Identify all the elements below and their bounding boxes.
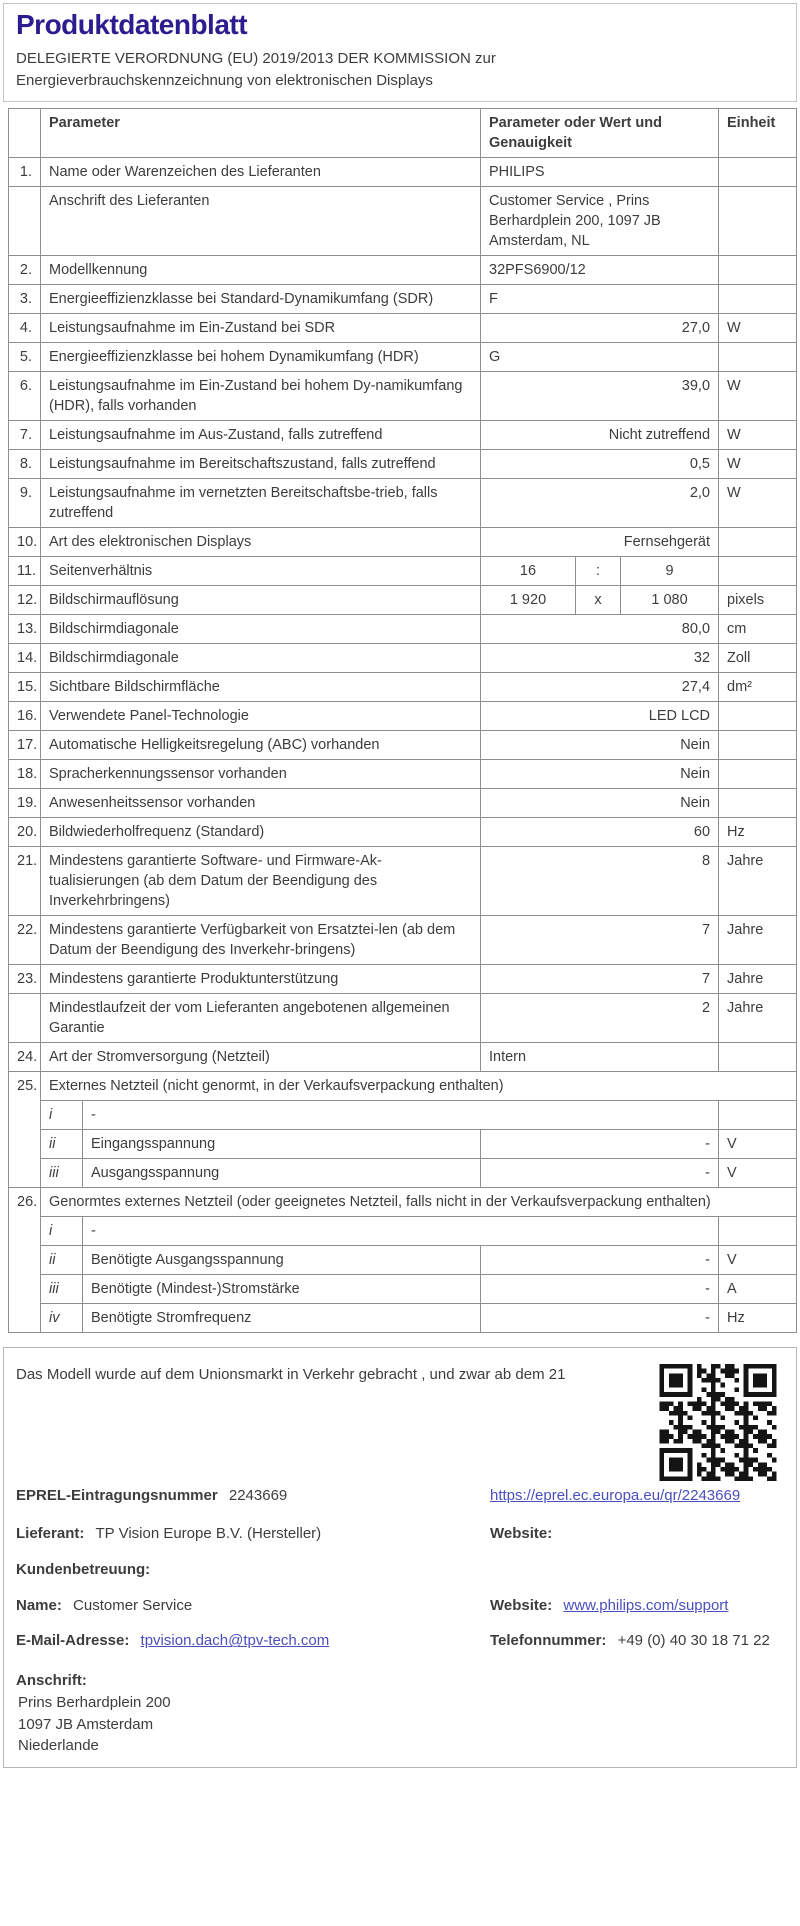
address-block: [16, 1670, 782, 1757]
address-label: Anschrift:: [16, 1672, 87, 1690]
unit-cell: [719, 788, 797, 817]
row-number-cell: 11.: [9, 556, 41, 585]
unit-cell: [719, 342, 797, 371]
table-row-group-header: [9, 1071, 797, 1100]
row-number-cell: 25.: [9, 1071, 41, 1187]
unit-cell: Jahre: [719, 993, 797, 1042]
table-row: [9, 478, 797, 527]
subtitle-line-2: Energieverbrauchskennzeichnung von elektronischen Displays: [16, 71, 433, 89]
parameter-cell: Spracherkennungssensor vorhanden: [41, 759, 481, 788]
parameter-cell: Bildschirmdiagonale: [41, 614, 481, 643]
unit-cell: [719, 1216, 797, 1245]
value-cell: -: [481, 1245, 719, 1274]
row-number-cell: [9, 993, 41, 1042]
value-cell: 60: [481, 817, 719, 846]
sub-index-cell: ii: [41, 1129, 83, 1158]
table-subrow: [9, 1158, 797, 1187]
parameter-cell: Eingangsspannung: [83, 1129, 481, 1158]
table-row: [9, 614, 797, 643]
address-line: 1097 JB Amsterdam: [18, 1715, 154, 1733]
value-cell: -: [481, 1274, 719, 1303]
row-number-cell: 10.: [9, 527, 41, 556]
header-number-cell: [9, 108, 41, 157]
parameter-cell: Name oder Warenzeichen des Lieferanten: [41, 157, 481, 186]
value-cell: Nein: [481, 788, 719, 817]
email-link[interactable]: tpvision.dach@tpv-tech.com: [140, 1632, 330, 1650]
eprel-row: [16, 1485, 782, 1507]
sub-index-cell: ii: [41, 1245, 83, 1274]
row-number-cell: 23.: [9, 964, 41, 993]
name-row: [16, 1595, 782, 1617]
sub-index-cell: iii: [41, 1158, 83, 1187]
supplier-label: Lieferant:: [16, 1525, 85, 1543]
value-cell: Nicht zutreffend: [481, 420, 719, 449]
support-website-link[interactable]: www.philips.com/support: [563, 1596, 729, 1614]
column-header-unit: Einheit: [719, 108, 797, 157]
value-cell: -: [481, 1303, 719, 1332]
row-number-cell: 21.: [9, 846, 41, 915]
parameter-cell: Bildwiederholfrequenz (Standard): [41, 817, 481, 846]
eprel-number: 2243669: [228, 1487, 288, 1505]
unit-cell: [719, 1042, 797, 1071]
supplier-row: [16, 1523, 782, 1545]
value-cell: 0,5: [481, 449, 719, 478]
parameter-cell: Art des elektronischen Displays: [41, 527, 481, 556]
unit-cell: W: [719, 420, 797, 449]
value-cell: F: [481, 284, 719, 313]
row-number-cell: [9, 186, 41, 255]
value-cell: Customer Service , Prins Berhardplein 200, 1097 JB Amsterdam, NL: [481, 186, 719, 255]
value-cell: Nein: [481, 759, 719, 788]
email-row: [16, 1630, 782, 1652]
table-row-resolution: [9, 585, 797, 614]
table-row: [9, 527, 797, 556]
table-row: [9, 817, 797, 846]
row-number-cell: 19.: [9, 788, 41, 817]
row-number-cell: 7.: [9, 420, 41, 449]
parameter-cell: Energieeffizienzklasse bei Standard-Dynamikumfang (SDR): [41, 284, 481, 313]
table-row: [9, 255, 797, 284]
parameter-cell: Benötigte Stromfrequenz: [83, 1303, 481, 1332]
value-cell: Nein: [481, 730, 719, 759]
sub-index-cell: i: [41, 1100, 83, 1129]
parameter-cell: Benötigte (Mindest-)Stromstärke: [83, 1274, 481, 1303]
unit-cell: [719, 186, 797, 255]
parameter-cell: Art der Stromversorgung (Netzteil): [41, 1042, 481, 1071]
website-label-1: Website:: [490, 1525, 553, 1543]
unit-cell: Hz: [719, 1303, 797, 1332]
row-number-cell: 12.: [9, 585, 41, 614]
parameter-cell: Energieeffizienzklasse bei hohem Dynamikumfang (HDR): [41, 342, 481, 371]
parameter-cell: Mindestlaufzeit der vom Lieferanten angebotenen allgemeinen Garantie: [41, 993, 481, 1042]
unit-cell: Jahre: [719, 846, 797, 915]
parameter-cell: Seitenverhältnis: [41, 556, 481, 585]
parameter-cell: Bildschirmdiagonale: [41, 643, 481, 672]
unit-cell: [719, 730, 797, 759]
value-cell: Fernsehgerät: [481, 527, 719, 556]
table-row: [9, 643, 797, 672]
unit-cell: cm: [719, 614, 797, 643]
value-cell: G: [481, 342, 719, 371]
row-number-cell: 13.: [9, 614, 41, 643]
table-row: [9, 449, 797, 478]
market-placement-line: Das Modell wurde auf dem Unionsmarkt in Verkehr gebracht , und zwar ab dem 21: [16, 1365, 566, 1383]
parameter-cell: Modellkennung: [41, 255, 481, 284]
parameter-cell: -: [83, 1100, 719, 1129]
table-row: [9, 964, 797, 993]
table-subrow: [9, 1274, 797, 1303]
customer-care-label: Kundenbetreuung:: [16, 1560, 151, 1578]
unit-cell: V: [719, 1158, 797, 1187]
table-subrow: [9, 1100, 797, 1129]
row-number-cell: 14.: [9, 643, 41, 672]
eprel-label: EPREL-Eintragungsnummer: [16, 1487, 218, 1505]
table-row-aspect-ratio: [9, 556, 797, 585]
value-cell: Intern: [481, 1042, 719, 1071]
table-row: [9, 788, 797, 817]
parameter-cell: Leistungsaufnahme im Ein-Zustand bei SDR: [41, 313, 481, 342]
parameter-cell: -: [83, 1216, 719, 1245]
qr-code: [655, 1364, 781, 1481]
value-cell: LED LCD: [481, 701, 719, 730]
unit-cell: W: [719, 371, 797, 420]
document-subtitle: [16, 48, 784, 92]
value-cell: 2: [481, 993, 719, 1042]
sub-index-cell: iii: [41, 1274, 83, 1303]
value-cell-2: 9: [621, 556, 719, 585]
customer-care-row: [16, 1559, 782, 1581]
row-number-cell: 8.: [9, 449, 41, 478]
table-subrow: [9, 1129, 797, 1158]
parameter-cell: Benötigte Ausgangsspannung: [83, 1245, 481, 1274]
table-subrow: [9, 1245, 797, 1274]
table-row: [9, 701, 797, 730]
unit-cell: Jahre: [719, 964, 797, 993]
phone-label: Telefonnummer:: [490, 1632, 607, 1650]
parameter-cell: Ausgangsspannung: [83, 1158, 481, 1187]
contact-footer-box: [3, 1347, 797, 1769]
table-row: [9, 371, 797, 420]
value-cell: 39,0: [481, 371, 719, 420]
value-separator-cell: :: [576, 556, 621, 585]
table-subrow: [9, 1216, 797, 1245]
row-number-cell: 9.: [9, 478, 41, 527]
parameter-cell: Mindestens garantierte Software- und Firmware-Ak-tualisierungen (ab dem Datum der Beendigung des Inverkehrbringens): [41, 846, 481, 915]
parameter-cell: Bildschirmauflösung: [41, 585, 481, 614]
parameter-cell: Sichtbare Bildschirmfläche: [41, 672, 481, 701]
value-cell: -: [481, 1158, 719, 1187]
value-cell: 32PFS6900/12: [481, 255, 719, 284]
row-number-cell: 24.: [9, 1042, 41, 1071]
supplier-value: TP Vision Europe B.V. (Hersteller): [95, 1525, 322, 1543]
parameter-cell: Leistungsaufnahme im Aus-Zustand, falls zutreffend: [41, 420, 481, 449]
address-line: Niederlande: [18, 1737, 99, 1755]
value-cell-1: 16: [481, 556, 576, 585]
value-cell: 80,0: [481, 614, 719, 643]
sub-index-cell: iv: [41, 1303, 83, 1332]
unit-cell: [719, 759, 797, 788]
table-row: [9, 759, 797, 788]
row-number-cell: 18.: [9, 759, 41, 788]
unit-cell: [719, 701, 797, 730]
parameter-cell: Automatische Helligkeitsregelung (ABC) vorhanden: [41, 730, 481, 759]
document-header: [3, 3, 797, 102]
value-cell: -: [481, 1129, 719, 1158]
website-label-2: Website:: [490, 1596, 553, 1614]
table-header-row: [9, 108, 797, 157]
table-row: [9, 730, 797, 759]
parameter-cell: Mindestens garantierte Verfügbarkeit von Ersatztei-len (ab dem Datum der Beendigung des Inverkehr-bringens): [41, 915, 481, 964]
unit-cell: [719, 255, 797, 284]
row-number-cell: 4.: [9, 313, 41, 342]
row-number-cell: 22.: [9, 915, 41, 964]
table-row: [9, 672, 797, 701]
table-row: [9, 420, 797, 449]
sub-index-cell: i: [41, 1216, 83, 1245]
unit-cell: V: [719, 1129, 797, 1158]
value-separator-cell: x: [576, 585, 621, 614]
unit-cell: [719, 1100, 797, 1129]
product-spec-table: [8, 108, 797, 1333]
unit-cell: dm²: [719, 672, 797, 701]
value-cell: 2,0: [481, 478, 719, 527]
row-number-cell: 2.: [9, 255, 41, 284]
parameter-cell: Verwendete Panel-Technologie: [41, 701, 481, 730]
unit-cell: Hz: [719, 817, 797, 846]
row-number-cell: 26.: [9, 1187, 41, 1332]
parameter-cell: Mindestens garantierte Produktunterstützung: [41, 964, 481, 993]
table-row: [9, 1042, 797, 1071]
unit-cell: Jahre: [719, 915, 797, 964]
table-row: [9, 915, 797, 964]
table-row: [9, 157, 797, 186]
unit-cell: W: [719, 478, 797, 527]
address-line: Prins Berhardplein 200: [18, 1693, 171, 1711]
unit-cell: A: [719, 1274, 797, 1303]
unit-cell: [719, 157, 797, 186]
row-number-cell: 6.: [9, 371, 41, 420]
value-cell: 7: [481, 915, 719, 964]
table-row: [9, 284, 797, 313]
table-row: [9, 186, 797, 255]
parameter-cell: Leistungsaufnahme im vernetzten Bereitschaftsbe-trieb, falls zutreffend: [41, 478, 481, 527]
parameter-cell: Anschrift des Lieferanten: [41, 186, 481, 255]
parameter-cell: Anwesenheitssensor vorhanden: [41, 788, 481, 817]
subtitle-line-1: DELEGIERTE VERORDNUNG (EU) 2019/2013 DER KOMMISSION zur: [16, 50, 496, 68]
name-label: Name:: [16, 1596, 62, 1614]
row-number-cell: 1.: [9, 157, 41, 186]
unit-cell: V: [719, 1245, 797, 1274]
value-cell-1: 1 920: [481, 585, 576, 614]
unit-cell: [719, 527, 797, 556]
parameter-cell: Leistungsaufnahme im Ein-Zustand bei hohem Dy-namikumfang (HDR), falls vorhanden: [41, 371, 481, 420]
value-cell: 27,4: [481, 672, 719, 701]
unit-cell: Zoll: [719, 643, 797, 672]
table-row-group-header: [9, 1187, 797, 1216]
unit-cell: W: [719, 313, 797, 342]
row-number-cell: 16.: [9, 701, 41, 730]
page-title: Produktdatenblatt: [16, 9, 248, 40]
unit-cell: [719, 556, 797, 585]
row-number-cell: 5.: [9, 342, 41, 371]
value-cell-2: 1 080: [621, 585, 719, 614]
table-subrow: [9, 1303, 797, 1332]
eprel-link[interactable]: https://eprel.ec.europa.eu/qr/2243669: [490, 1487, 741, 1505]
email-label: E-Mail-Adresse:: [16, 1632, 130, 1650]
column-header-value: Parameter oder Wert und Genauigkeit: [481, 108, 719, 157]
table-row: [9, 342, 797, 371]
name-value: Customer Service: [73, 1596, 193, 1614]
table-row: [9, 846, 797, 915]
unit-cell: pixels: [719, 585, 797, 614]
unit-cell: [719, 284, 797, 313]
group-header-cell: Externes Netzteil (nicht genormt, in der Verkaufsverpackung enthalten): [41, 1071, 797, 1100]
value-cell: 32: [481, 643, 719, 672]
column-header-parameter: Parameter: [41, 108, 481, 157]
row-number-cell: 3.: [9, 284, 41, 313]
value-cell: 7: [481, 964, 719, 993]
row-number-cell: 20.: [9, 817, 41, 846]
parameter-cell: Leistungsaufnahme im Bereitschaftszustand, falls zutreffend: [41, 449, 481, 478]
value-cell: PHILIPS: [481, 157, 719, 186]
row-number-cell: 15.: [9, 672, 41, 701]
value-cell: 27,0: [481, 313, 719, 342]
group-header-cell: Genormtes externes Netzteil (oder geeignetes Netzteil, falls nicht in der Verkaufsverpackung enthalten): [41, 1187, 797, 1216]
value-cell: 8: [481, 846, 719, 915]
table-row: [9, 993, 797, 1042]
unit-cell: W: [719, 449, 797, 478]
table-row: [9, 313, 797, 342]
phone-value: +49 (0) 40 30 18 71 22: [617, 1632, 770, 1650]
row-number-cell: 17.: [9, 730, 41, 759]
